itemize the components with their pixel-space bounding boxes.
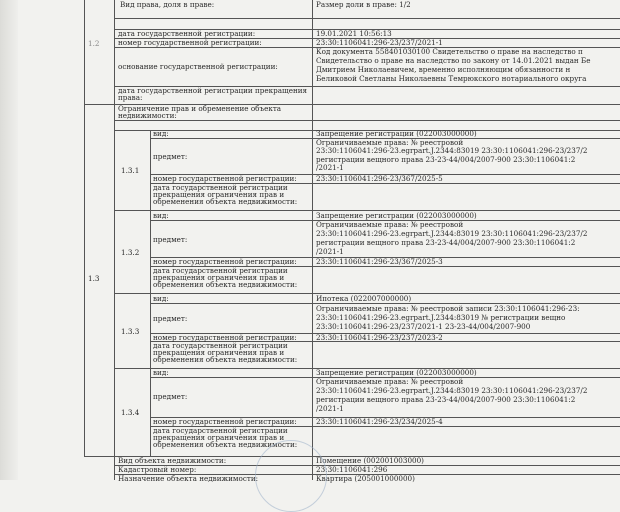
right-type-label: Вид права, доля в праве: bbox=[120, 0, 215, 9]
item-reg-number-value: 23:30:1106041:296-23/234/2025-4 bbox=[316, 417, 443, 426]
item-type-label: вид: bbox=[153, 294, 169, 303]
subject-line: Ограничиваемые права: № реестровой bbox=[316, 377, 464, 386]
subject-line: Ограничиваемые права: № реестровой записи 23:30:1106041:296-23: bbox=[316, 304, 580, 313]
purpose-value: Квартира (205001000000) bbox=[316, 474, 415, 483]
subject-line: регистрации вещного права 23-23-44/004/2007-900 23:30:1106041:2 bbox=[316, 238, 576, 247]
subject-line: 23:30:1106041:296-23/237/2021-1 23-23-44/004/2007-900 bbox=[316, 322, 531, 331]
item-reg-number-label: номер государственной регистрации: bbox=[153, 257, 297, 266]
object-type-label: Вид объекта недвижимости: bbox=[118, 456, 227, 465]
subject-line: /2021-1 bbox=[316, 163, 344, 172]
item-number: 1.3.2 bbox=[121, 248, 140, 257]
item-termination-label: дата государственной регистрации прекращения ограничения прав и обременения объекта недвижимости: bbox=[153, 342, 298, 365]
item-subject-label: предмет: bbox=[153, 152, 188, 161]
reg-number-value: 23:30:1106041:296-23/237/2021-1 bbox=[316, 38, 443, 47]
subject-line: 23:30:1106041:296-23.egrpart.J.2344:83019 23:30:1106041:296-23/237/2 bbox=[316, 386, 588, 395]
item-type-value: Ипотека (022007000000) bbox=[316, 294, 412, 303]
subject-line: /2021-1 bbox=[316, 404, 344, 413]
item-reg-number-value: 23:30:1106041:296-23/367/2025-5 bbox=[316, 174, 443, 183]
cadastral-label: Кадастровый номер: bbox=[118, 465, 197, 474]
basis-line: Код документа 558401030100 Свидетельство о праве на наследство п bbox=[316, 47, 583, 56]
basis-line: Свидетельство о праве на наследство по закону от 14.01.2021 выдан Бе bbox=[316, 56, 591, 65]
reg-date-value: 19.01.2021 10:56:13 bbox=[316, 29, 392, 38]
purpose-label: Назначение объекта недвижимости: bbox=[118, 474, 259, 483]
item-termination-label: дата государственной регистрации прекращения ограничения прав и обременения объекта недвижимости: bbox=[153, 427, 298, 450]
reg-number-label: номер государственной регистрации: bbox=[118, 38, 262, 47]
item-subject-label: предмет: bbox=[153, 235, 188, 244]
item-number: 1.3.3 bbox=[121, 327, 140, 336]
item-type-label: вид: bbox=[153, 368, 169, 377]
basis-label: основание государственной регистрации: bbox=[118, 62, 278, 71]
object-type-value: Помещение (002001003000) bbox=[316, 456, 424, 465]
item-reg-number-label: номер государственной регистрации: bbox=[153, 174, 297, 183]
cadastral-value: 23:30:1106041:296 bbox=[316, 465, 388, 474]
scan-edge-shadow bbox=[0, 0, 18, 480]
section-number-1-2: 1.2 bbox=[88, 39, 100, 48]
item-subject-label: предмет: bbox=[153, 392, 188, 401]
termination-label: дата государственной регистрации прекращения права: bbox=[118, 87, 308, 103]
item-type-value: Запрещение регистрации (022003000000) bbox=[316, 368, 477, 377]
subject-line: Ограничиваемые права: № реестровой bbox=[316, 138, 464, 147]
subject-line: 23:30:1106041:296-23.egrpart.J.2344:83019 23:30:1106041:296-23/237/2 bbox=[316, 146, 588, 155]
item-type-label: вид: bbox=[153, 129, 169, 138]
subject-line: 23:30:1106041:296-23.egrpart.J.2344:83019 23:30:1106041:296-23/237/2 bbox=[316, 229, 588, 238]
subject-line: 23:30:1106041:296-23.egrpart.J.2344:83019 № регистрации вещно bbox=[316, 313, 566, 322]
item-termination-label: дата государственной регистрации прекращения ограничения прав и обременения объекта недвижимости: bbox=[153, 184, 298, 207]
basis-line: Дмитрием Николаевичем, временно исполняющим обязанности н bbox=[316, 65, 571, 74]
subject-line: Ограничиваемые права: № реестровой bbox=[316, 220, 464, 229]
subject-line: регистрации вещного права 23-23-44/004/2007-900 23:30:1106041:2 bbox=[316, 155, 576, 164]
seal-stamp bbox=[255, 440, 327, 512]
item-reg-number-label: номер государственной регистрации: bbox=[153, 333, 297, 342]
share-value: Размер доли в праве: 1/2 bbox=[316, 0, 411, 9]
item-reg-number-label: номер государственной регистрации: bbox=[153, 417, 297, 426]
item-termination-label: дата государственной регистрации прекращения ограничения прав и обременения объекта недвижимости: bbox=[153, 267, 298, 290]
subject-line: /2021-1 bbox=[316, 247, 344, 256]
item-subject-label: предмет: bbox=[153, 314, 188, 323]
item-type-value: Запрещение регистрации (022003000000) bbox=[316, 211, 477, 220]
item-reg-number-value: 23:30:1106041:296-23/237/2023-2 bbox=[316, 333, 443, 342]
subject-line: регистрации вещного права 23-23-44/004/2007-900 23:30:1106041:2 bbox=[316, 395, 576, 404]
section-number-1-3: 1.3 bbox=[88, 274, 100, 283]
reg-date-label: дата государственной регистрации: bbox=[118, 29, 256, 38]
item-type-value: Запрещение регистрации (022003000000) bbox=[316, 129, 477, 138]
basis-line: Беликовой Светланы Николаевны Темрюкского нотариального округа bbox=[316, 74, 587, 83]
item-type-label: вид: bbox=[153, 211, 169, 220]
encumbrance-title: Ограничение прав и обременение объекта недвижимости: bbox=[118, 105, 282, 121]
item-number: 1.3.1 bbox=[121, 166, 140, 175]
item-number: 1.3.4 bbox=[121, 408, 140, 417]
item-reg-number-value: 23:30:1106041:296-23/367/2025-3 bbox=[316, 257, 443, 266]
